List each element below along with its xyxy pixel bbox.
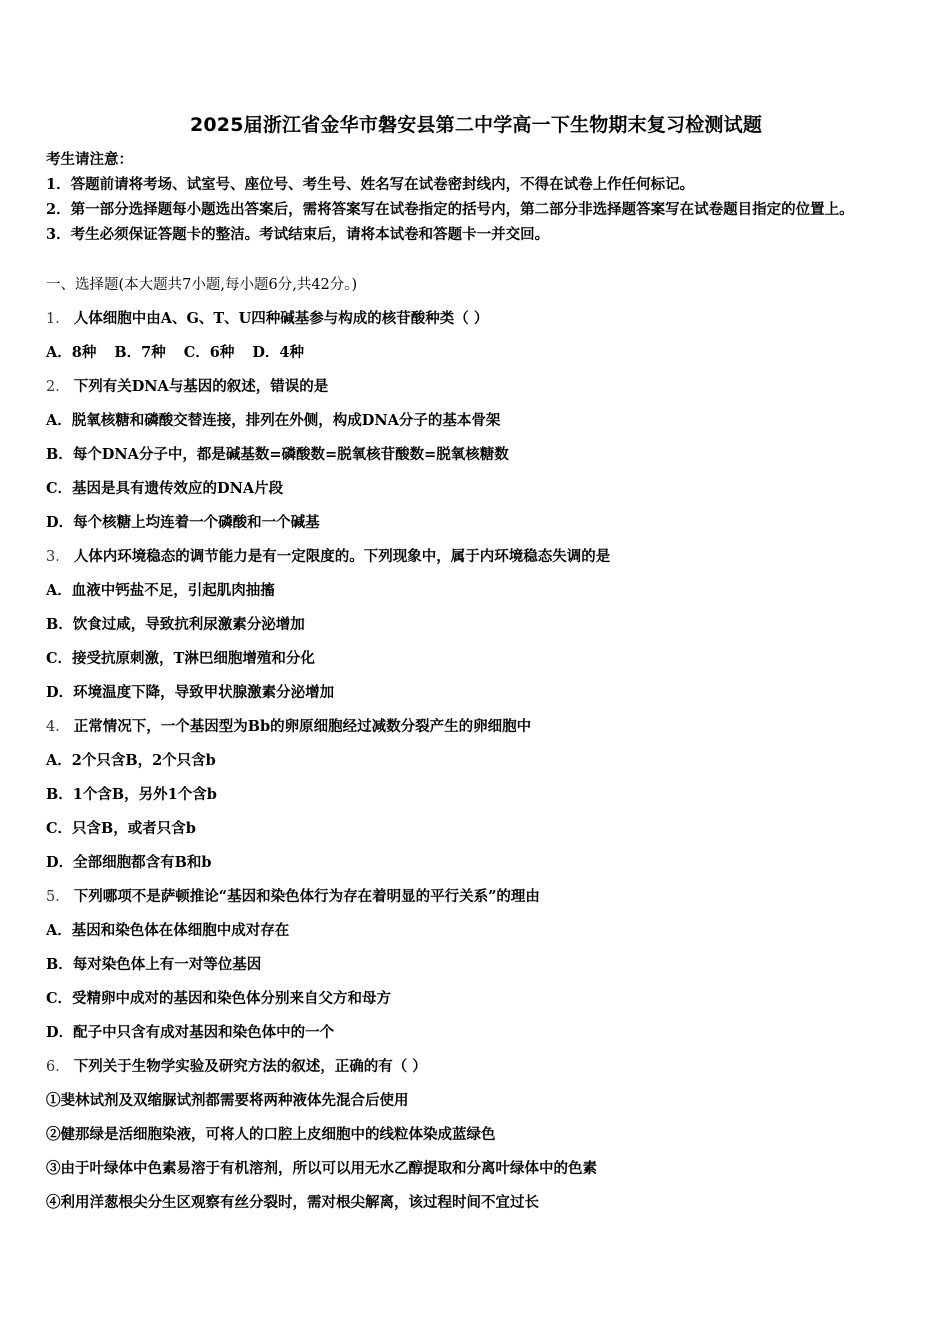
notice-item-1: 1．答题前请将考场、试室号、座位号、考生号、姓名写在试卷密封线内，不得在试卷上作任何标记。	[46, 176, 695, 193]
question-6	[46, 1055, 906, 1079]
statement-1: ①斐林试剂及双缩脲试剂都需要将两种液体先混合后使用	[46, 1092, 409, 1109]
question-text: 人体内环境稳态的调节能力是有一定限度的。下列现象中，属于内环境稳态失调的是	[73, 548, 611, 565]
option-c: C．6种	[183, 344, 235, 361]
exam-page	[46, 110, 906, 1215]
option-b: B．饮食过咸，导致抗利尿激素分泌增加	[46, 616, 305, 633]
option-a: A．血液中钙盐不足，引起肌肉抽搐	[46, 582, 275, 599]
section-heading: 一、选择题(本大题共7小题,每小题6分,共42分。)	[46, 277, 358, 293]
question-text: 下列有关DNA与基因的叙述，错误的是	[73, 378, 329, 395]
option-d: D．4种	[252, 344, 305, 361]
statement-2: ②健那绿是活细胞染液，可将人的口腔上皮细胞中的线粒体染成蓝绿色	[46, 1126, 496, 1143]
question-text: 下列关于生物学实验及研究方法的叙述，正确的有（ ）	[73, 1058, 427, 1075]
question-3	[46, 545, 906, 569]
option-d: D．全部细胞都含有B和b	[46, 854, 212, 871]
question-1-options	[46, 341, 906, 365]
option-c: C．受精卵中成对的基因和染色体分别来自父方和母方	[46, 990, 392, 1007]
question-number: 1．	[46, 311, 70, 327]
question-text: 人体细胞中由A、G、T、U四种碱基参与构成的核苷酸种类（ ）	[73, 310, 489, 327]
notice-item-2: 2．第一部分选择题每小题选出答案后，需将答案写在试卷指定的括号内，第二部分非选择题答案写在试卷题目指定的位置上。	[46, 201, 854, 218]
notice-item-3: 3．考生必须保证答题卡的整洁。考试结束后，请将本试卷和答题卡一并交回。	[46, 226, 550, 243]
question-number: 6．	[46, 1059, 70, 1075]
question-text: 正常情况下，一个基因型为Bb的卵原细胞经过减数分裂产生的卵细胞中	[73, 718, 532, 735]
question-4	[46, 715, 906, 739]
question-1	[46, 307, 906, 331]
option-d: D．配子中只含有成对基因和染色体中的一个	[46, 1024, 335, 1041]
option-d: D．环境温度下降，导致甲状腺激素分泌增加	[46, 684, 335, 701]
question-5	[46, 885, 906, 909]
option-b: B．7种	[114, 344, 166, 361]
option-b: B．每个DNA分子中，都是碱基数=磷酸数=脱氧核苷酸数=脱氧核糖数	[46, 446, 509, 463]
option-d: D．每个核糖上均连着一个磷酸和一个碱基	[46, 514, 320, 531]
question-text: 下列哪项不是萨顿推论“基因和染色体行为存在着明显的平行关系”的理由	[73, 888, 540, 905]
notice-block	[46, 148, 906, 247]
question-number: 4．	[46, 719, 70, 735]
notice-label: 考生请注意：	[46, 151, 133, 168]
option-c: C．只含B，或者只含b	[46, 820, 196, 837]
option-c: C．基因是具有遗传效应的DNA片段	[46, 480, 284, 497]
question-number: 2．	[46, 379, 70, 395]
option-a: A．8种	[46, 344, 97, 361]
question-number: 3．	[46, 549, 70, 565]
option-c: C．接受抗原刺激，T淋巴细胞增殖和分化	[46, 650, 315, 667]
option-b: B．1个含B，另外1个含b	[46, 786, 217, 803]
statement-4: ④利用洋葱根尖分生区观察有丝分裂时，需对根尖解离，该过程时间不宜过长	[46, 1194, 539, 1211]
statement-3: ③由于叶绿体中色素易溶于有机溶剂，所以可以用无水乙醇提取和分离叶绿体中的色素	[46, 1160, 597, 1177]
option-a: A．脱氧核糖和磷酸交替连接，排列在外侧，构成DNA分子的基本骨架	[46, 412, 501, 429]
exam-title: 2025届浙江省金华市磐安县第二中学高一下生物期末复习检测试题	[189, 114, 763, 136]
option-b: B．每对染色体上有一对等位基因	[46, 956, 262, 973]
question-number: 5．	[46, 889, 70, 905]
question-2	[46, 375, 906, 399]
option-a: A．2个只含B，2个只含b	[46, 752, 216, 769]
option-a: A．基因和染色体在体细胞中成对存在	[46, 922, 290, 939]
